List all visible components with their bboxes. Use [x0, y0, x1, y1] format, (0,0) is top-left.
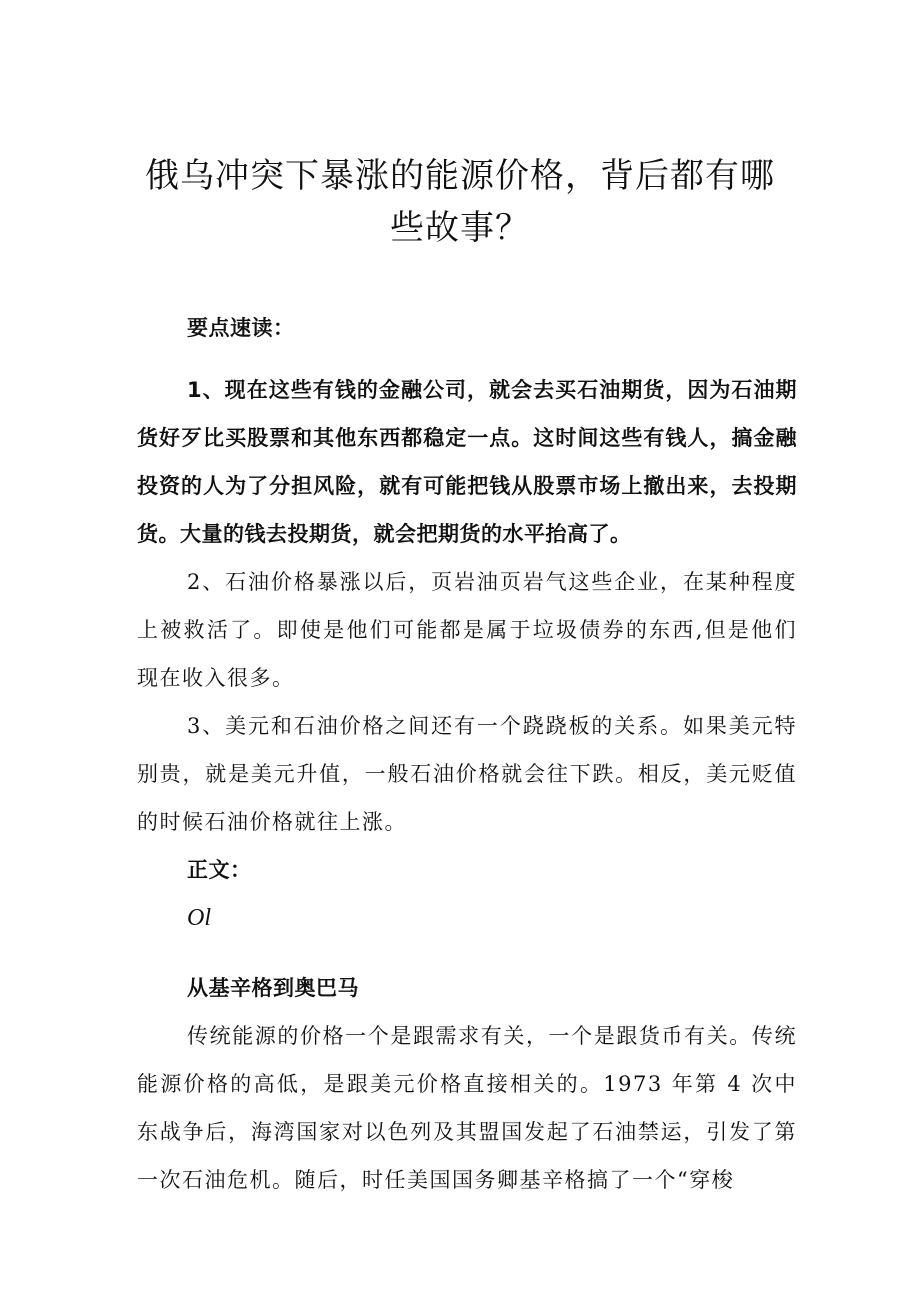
- section-number: Ol: [187, 905, 211, 931]
- body-label: 正文：: [187, 858, 252, 882]
- document-body: [137, 304, 797, 1204]
- title-line-1: 俄乌冲突下暴涨的能源价格，背后都有哪: [145, 156, 775, 196]
- summary-point-1: 1、现在这些有钱的金融公司，就会去买石油期货，因为石油期货好歹比买股票和其他东西都稳定一点。这时间这些有钱人，搞金融投资的人为了分担风险，就有可能把钱从股票市场上撤出来，去投期货。大量的钱去投期货，就会把期货的水平抬高了。: [137, 378, 797, 546]
- document-title: [120, 150, 800, 254]
- title-line-2: 些故事？: [390, 208, 530, 248]
- section-title: 从基辛格到奥巴马: [187, 976, 359, 1000]
- body-paragraph-1: 传统能源的价格一个是跟需求有关，一个是跟货币有关。传统能源价格的高低，是跟美元价格直接相关的。1973 年第 4 次中东战争后，海湾国家对以色列及其盟国发起了石油禁运，引发了第一次石油危机。随后，时任美国国务卿基辛格搞了一个“穿梭: [137, 1024, 797, 1192]
- summary-point-3: 3、美元和石油价格之间还有一个跷跷板的关系。如果美元特别贵，就是美元升值，一般石油价格就会往下跌。相反，美元贬值的时候石油价格就往上涨。: [137, 714, 797, 834]
- summary-point-2: 2、石油价格暴涨以后，页岩油页岩气这些企业，在某种程度上被救活了。即使是他们可能都是属于垃圾债券的东西,但是他们现在收入很多。: [137, 570, 797, 690]
- summary-label: 要点速读：: [187, 316, 295, 340]
